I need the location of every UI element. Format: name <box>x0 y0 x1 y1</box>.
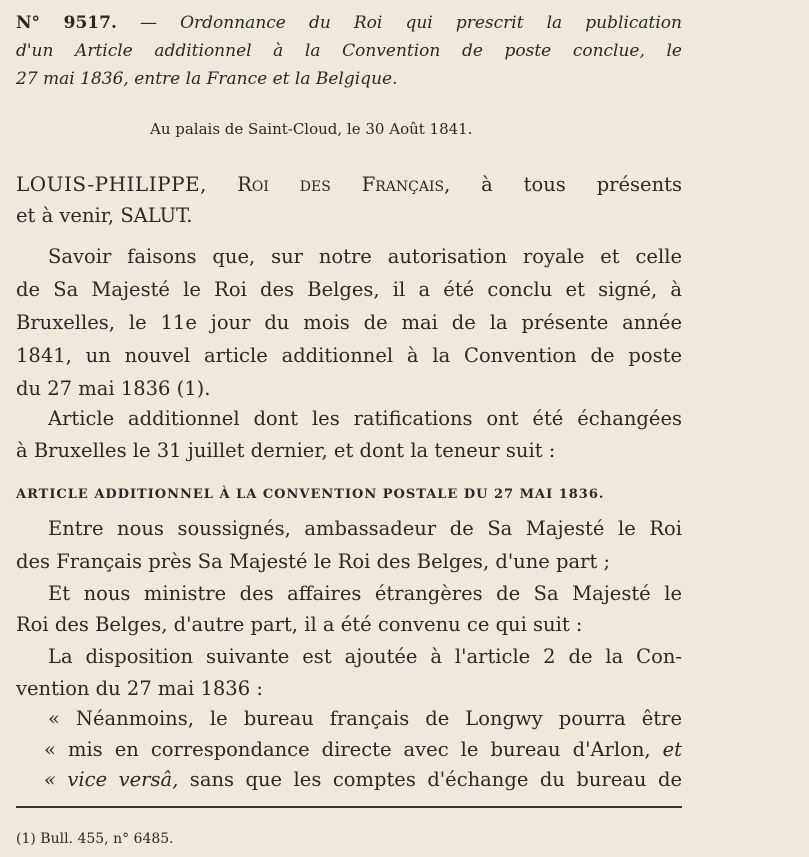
paragraph-4-line-1: Et nous ministre des affaires étrangères de Sa Majesté le <box>48 582 682 605</box>
paragraph-6-line-3 <box>44 766 682 794</box>
article-title: ARTICLE ADDITIONNEL À LA CONVENTION POSTALE DU 27 MAI 1836. <box>16 487 605 502</box>
paragraph-2-line-1: Article additionnel dont les ratifications ont été échangées <box>48 407 682 430</box>
ordinance-heading-line-1 <box>16 10 682 36</box>
intro-line-2: et à venir, SALUT. <box>16 204 193 227</box>
paragraph-1-line-3: Bruxelles, le 11e jour du mois de mai de la présente année <box>16 311 682 334</box>
paragraph-3-line-1: Entre nous soussignés, ambassadeur de Sa Majesté le Roi <box>48 517 682 540</box>
paragraph-1-line-4: 1841, un nouvel article additionnel à la Convention de poste <box>16 344 682 367</box>
paragraph-3-line-2: des Français près Sa Majesté le Roi des Belges, d'une part ; <box>16 550 611 573</box>
king-name: LOUIS-PHILIPPE <box>16 172 201 196</box>
paragraph-6-line-2 <box>44 736 682 764</box>
dateline: Au palais de Saint-Cloud, le 30 Août 1841. <box>150 120 473 138</box>
paragraph-5-line-2: vention du 27 mai 1836 : <box>16 677 263 700</box>
king-title: , Roi des Français, <box>200 173 451 196</box>
paragraph-5-line-1: La disposition suivante est ajoutée à l'article 2 de la Con- <box>48 645 682 668</box>
intro-address: à tous présents <box>450 173 682 196</box>
paragraph-1-line-2: de Sa Majesté le Roi des Belges, il a été conclu et signé, à <box>16 278 682 301</box>
footnote: (1) Bull. 455, n° 6485. <box>16 831 174 847</box>
ordinance-number: N° 9517. <box>16 13 117 33</box>
paragraph-2-line-2: à Bruxelles le 31 juillet dernier, et dont la teneur suit : <box>16 439 556 462</box>
paragraph-6-line-2-italic: et <box>662 738 682 761</box>
ordinance-heading-line-2: d'un Article additionnel à la Convention de poste conclue, le <box>16 41 682 61</box>
intro-line-1 <box>16 170 682 199</box>
paragraph-6-line-3-italic: « vice versâ, <box>44 768 179 791</box>
paragraph-6-line-1: « Néanmoins, le bureau français de Longwy pourra être <box>48 707 682 730</box>
ordinance-heading-line-3: 27 mai 1836, entre la France et la Belgique. <box>16 69 398 89</box>
paragraph-4-line-2: Roi des Belges, d'autre part, il a été convenu ce qui suit : <box>16 613 583 636</box>
paragraph-1-line-5: du 27 mai 1836 (1). <box>16 377 211 400</box>
paragraph-6-line-3-text: sans que les comptes d'échange du bureau de <box>178 768 682 791</box>
paragraph-1-line-1: Savoir faisons que, sur notre autorisation royale et celle <box>48 245 682 268</box>
paragraph-6-line-2-text: « mis en correspondance directe avec le bureau d'Arlon, <box>44 738 663 761</box>
ordinance-title-start: — Ordonnance du Roi qui prescrit la publication <box>140 13 682 33</box>
footnote-divider <box>16 806 682 808</box>
